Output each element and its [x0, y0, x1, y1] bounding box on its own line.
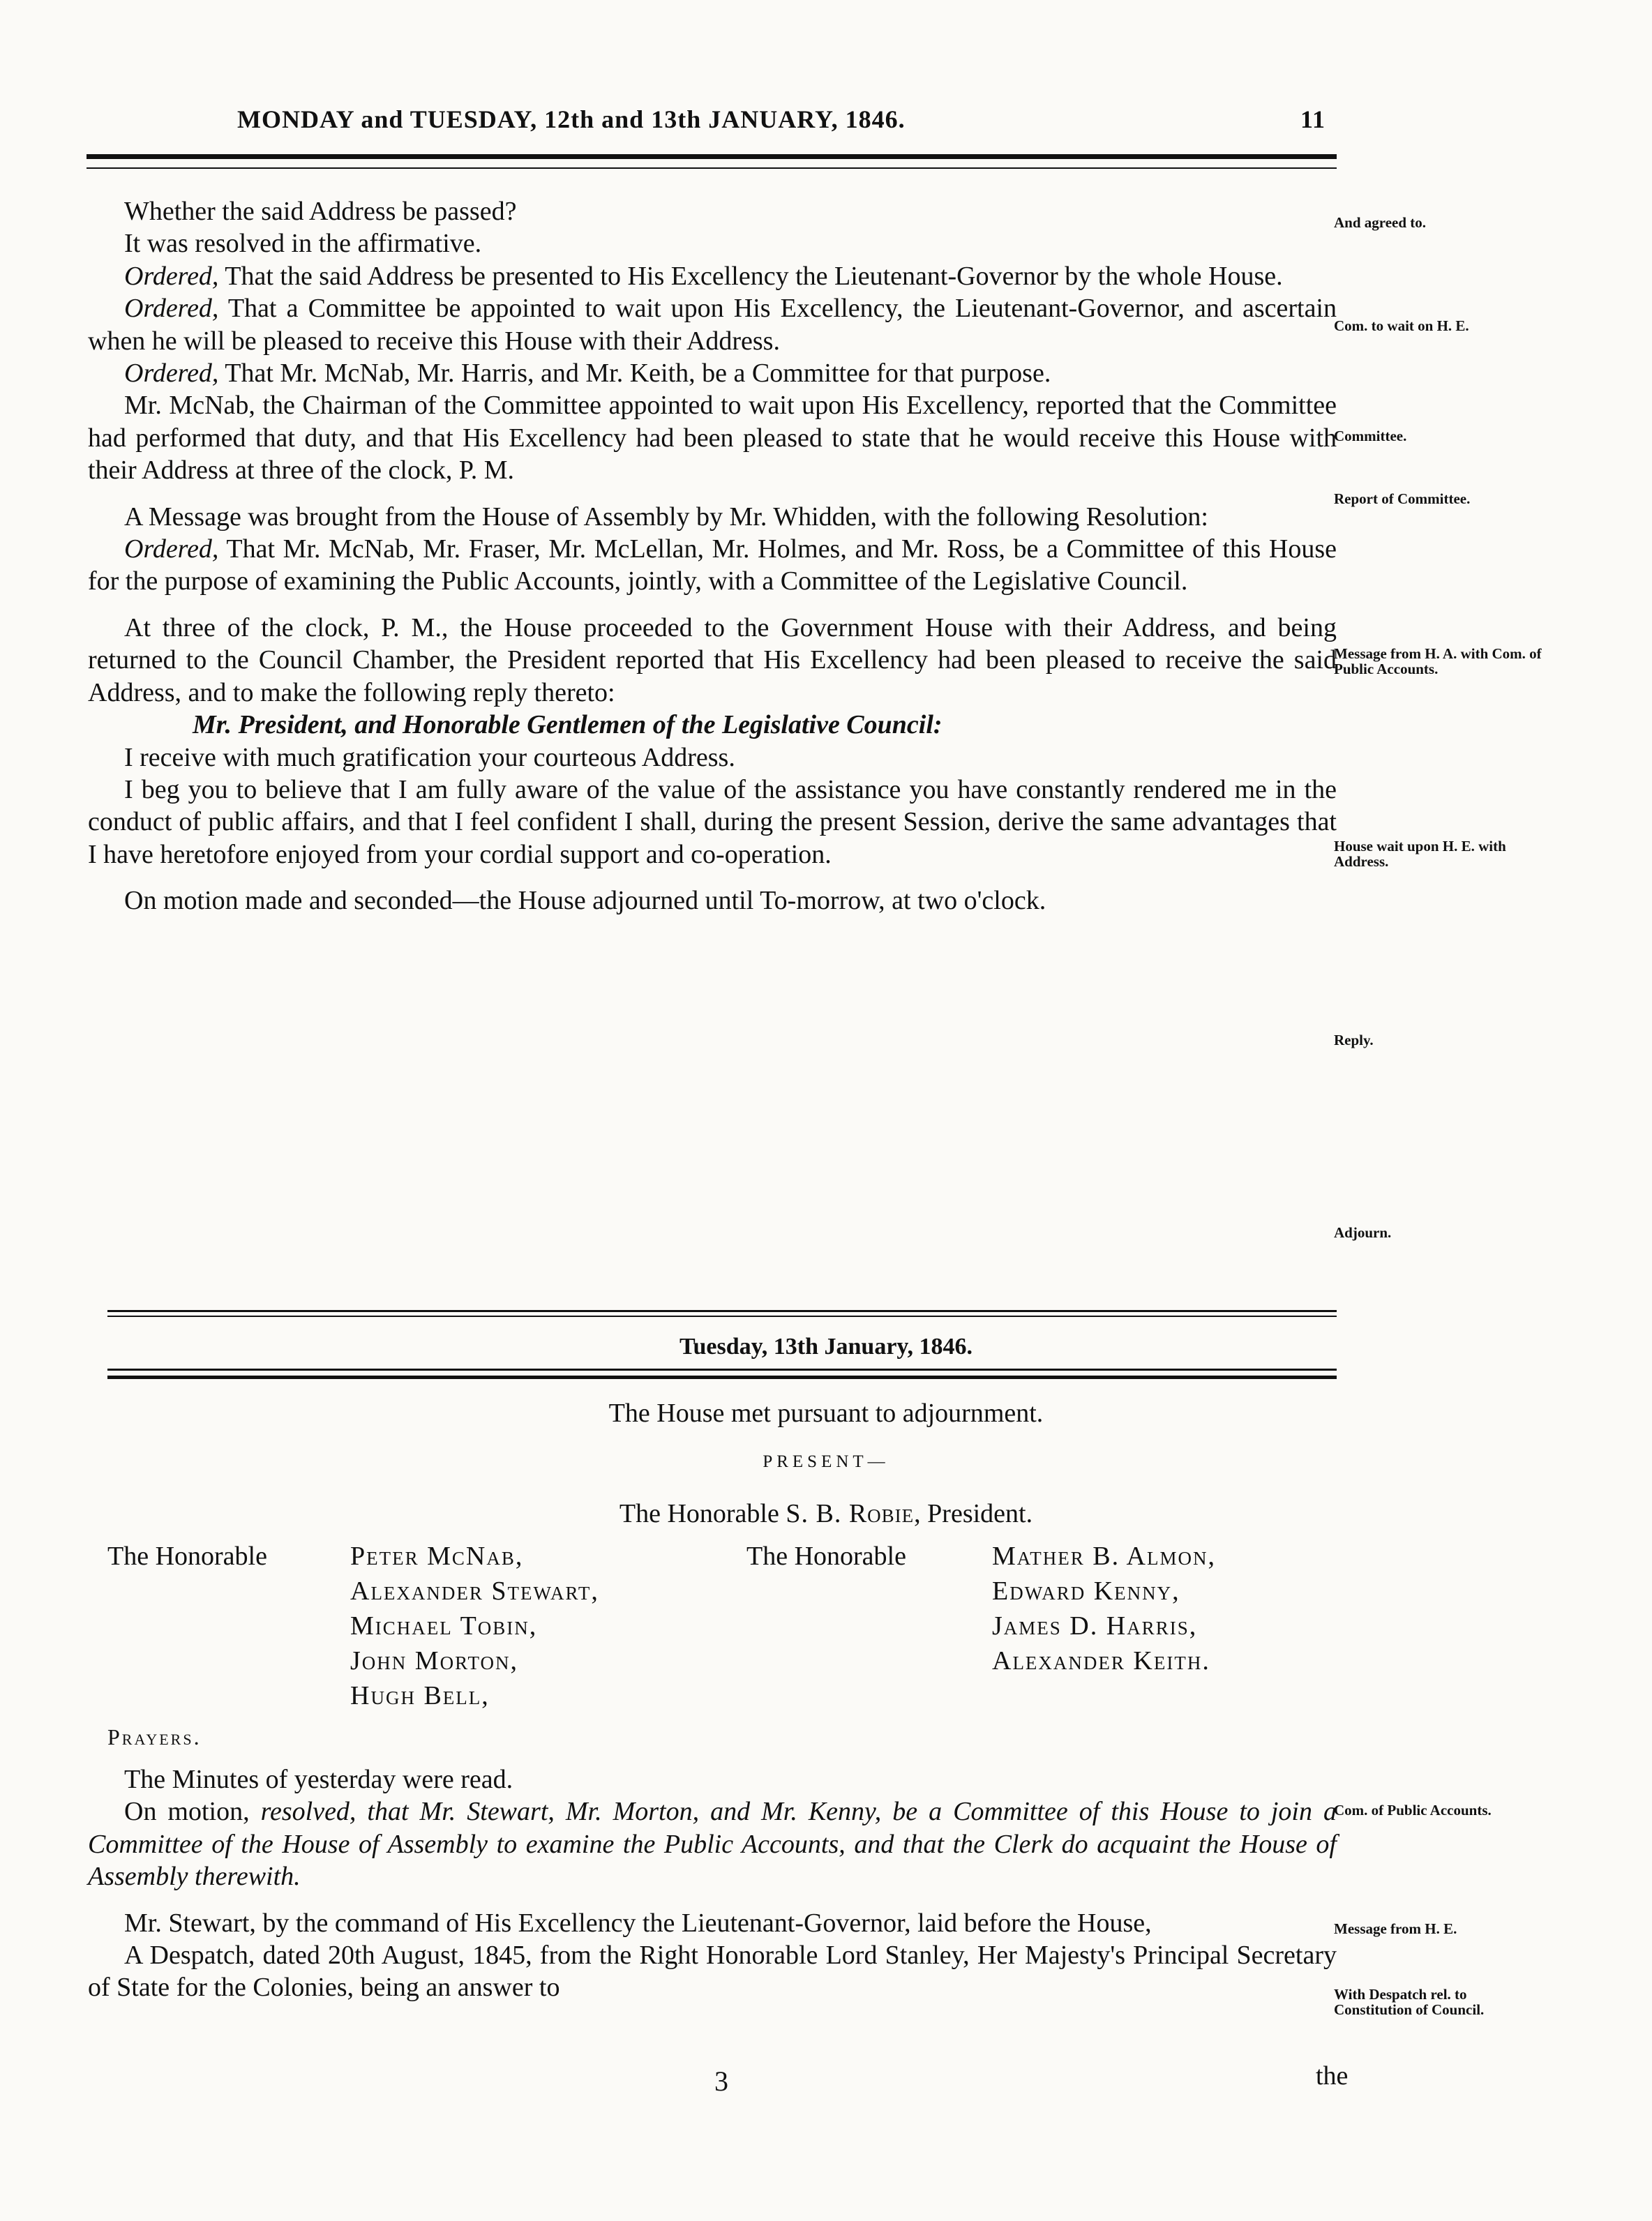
- para-order-committee: Ordered, That a Committee be appointed to wait upon His Excellency, the Lieutenant-Governor, and ascertain when he will be pleased to receive this House with their Address.: [88, 294, 1337, 356]
- president-line: The Honorable S. B. Robie, President.: [619, 1499, 1033, 1528]
- para-message: A Message was brought from the House of Assembly by Mr. Whidden, with the following Resolution:: [124, 502, 1208, 532]
- members-left-list: [350, 1539, 599, 1713]
- member-name: Mather B. Almon,: [992, 1542, 1216, 1571]
- member-name: John Morton,: [350, 1646, 518, 1676]
- date-heading: Tuesday, 13th January, 1846.: [679, 1334, 973, 1360]
- para-laid-before: Mr. Stewart, by the command of His Excellency the Lieutenant-Governor, laid before the House,: [124, 1908, 1152, 1938]
- signature-mark: 3: [714, 2065, 728, 2097]
- para-order-members: Ordered, That Mr. McNab, Mr. Harris, and Mr. Keith, be a Committee for that purpose.: [124, 359, 1051, 389]
- para-question: Whether the said Address be passed?: [124, 197, 517, 226]
- reply-line-2: I beg you to believe that I am fully aware of the value of the assistance you have constantly rendered me in the conduct of public affairs, and that I feel confident I shall, during the present Session, derive the same advantages that I have heretofore enjoyed from your cordial support and co-operation.: [88, 774, 1337, 869]
- margin-note: Committee.: [1334, 428, 1407, 444]
- member-name: Hugh Bell,: [350, 1681, 490, 1710]
- para-despatch: A Despatch, dated 20th August, 1845, from the Right Honorable Lord Stanley, Her Majesty's Principal Secretary of State for the Colonies, being an answer to: [88, 1941, 1337, 2003]
- para-order-present: Ordered, That the said Address be presented to His Excellency the Lieutenant-Governor by the whole House.: [124, 261, 1283, 291]
- header-title: MONDAY and TUESDAY, 12th and 13th JANUARY, 1846.: [237, 105, 906, 133]
- members-right-prefix: The Honorable: [746, 1542, 906, 1571]
- para-adjourn: On motion made and seconded—the House adjourned until To-morrow, at two o'clock.: [124, 886, 1046, 916]
- margin-note: House wait upon H. E. with Address.: [1334, 838, 1506, 870]
- section-rule-3: [107, 1369, 1337, 1371]
- tuesday-proceedings: [88, 1763, 1337, 2004]
- margin-note: And agreed to.: [1334, 214, 1427, 231]
- margin-note: Com. of Public Accounts.: [1334, 1802, 1492, 1819]
- margin-note: Adjourn.: [1334, 1224, 1392, 1241]
- members-left-prefix: The Honorable: [107, 1542, 267, 1571]
- member-name: Michael Tobin,: [350, 1611, 538, 1641]
- margin-note: With Despatch rel. to Constitution of Council.: [1334, 1986, 1485, 2018]
- margin-note: Report of Committee.: [1334, 490, 1471, 507]
- header-rule-thick: [87, 154, 1337, 159]
- section-rule-2: [107, 1316, 1337, 1317]
- para-proceeded: At three of the clock, P. M., the House proceeded to the Government House with their Address, and being returned to the Council Chamber, the President reported that His Excellency had been pleased to receive the said Address, and to make the following reply thereto:: [88, 612, 1337, 707]
- president-name: S. B. Robie: [786, 1499, 915, 1528]
- para-minutes: The Minutes of yesterday were read.: [124, 1765, 513, 1794]
- margin-note: Reply.: [1334, 1032, 1374, 1048]
- reply-salutation: Mr. President, and Honorable Gentlemen of the Legislative Council:: [193, 710, 943, 740]
- members-right-list: [992, 1539, 1216, 1678]
- section-rule-1: [107, 1310, 1337, 1312]
- catchword: the: [1316, 2061, 1349, 2091]
- margin-note: Message from H. A. with Com. of Public Accounts.: [1334, 645, 1542, 677]
- member-name: Edward Kenny,: [992, 1576, 1180, 1606]
- met-line: The House met pursuant to adjournment.: [608, 1399, 1044, 1428]
- page-number: 11: [1300, 105, 1326, 133]
- prayers-heading: Prayers.: [107, 1724, 202, 1749]
- para-order-accounts: Ordered, That Mr. McNab, Mr. Fraser, Mr. McLellan, Mr. Holmes, and Mr. Ross, be a Committee of this House for the purpose of examining the Public Accounts, jointly, with a Committee of the Legislative Council.: [88, 534, 1337, 596]
- margin-note: Message from H. E.: [1334, 1920, 1457, 1937]
- para-motion: On motion, resolved, that Mr. Stewart, Mr. Morton, and Mr. Kenny, be a Committee of this House to join a Committee of the House of Assembly to examine the Public Accounts, and that the Clerk do acquaint the House of Assembly therewith.: [88, 1797, 1337, 1892]
- present-label: PRESENT—: [763, 1452, 889, 1471]
- para-report: Mr. McNab, the Chairman of the Committee appointed to wait upon His Excellency, reported that the Committee had performed that duty, and that His Excellency had been pleased to state that he would receive this House with their Address at three of the clock, P. M.: [88, 391, 1337, 485]
- para-resolved: It was resolved in the affirmative.: [124, 229, 482, 259]
- member-name: Alexander Keith.: [992, 1646, 1210, 1676]
- reply-line-1: I receive with much gratification your courteous Address.: [124, 742, 735, 772]
- section-rule-4: [107, 1376, 1337, 1379]
- member-name: Peter McNab,: [350, 1542, 524, 1571]
- member-name: James D. Harris,: [992, 1611, 1198, 1641]
- monday-proceedings: [88, 195, 1337, 917]
- header-rule-thin: [87, 167, 1337, 169]
- margin-note: Com. to wait on H. E.: [1334, 317, 1469, 334]
- member-name: Alexander Stewart,: [350, 1576, 599, 1606]
